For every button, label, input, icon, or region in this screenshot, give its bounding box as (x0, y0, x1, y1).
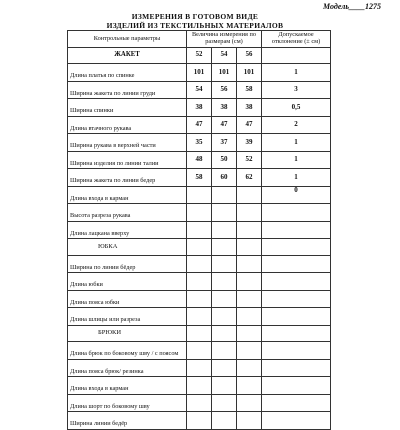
tolerance-cell: 1 (262, 64, 331, 82)
value-cell (237, 342, 262, 360)
value-cell (237, 359, 262, 377)
value-cell (212, 394, 237, 412)
row-label: Длина входа в карман (68, 377, 187, 395)
value-cell: 58 (187, 169, 212, 187)
value-cell (212, 377, 237, 395)
tolerance-cell (262, 394, 331, 412)
row-label: Длина входа в карман (68, 186, 187, 204)
measurements-table (67, 30, 331, 430)
table-row (68, 64, 331, 82)
table-row (68, 290, 331, 308)
row-label: Ширина жакета по линии бедер (68, 169, 187, 187)
empty-cell (212, 239, 237, 256)
value-cell: 56 (212, 81, 237, 99)
value-cell (212, 221, 237, 239)
value-cell (237, 221, 262, 239)
value-cell (187, 290, 212, 308)
value-cell (237, 308, 262, 326)
value-cell (237, 273, 262, 291)
size-cell: 52 (187, 47, 212, 64)
value-cell (237, 255, 262, 273)
empty-cell (262, 325, 331, 342)
value-cell (237, 204, 262, 222)
value-cell: 39 (237, 134, 262, 152)
empty-cell (187, 239, 212, 256)
value-cell: 54 (187, 81, 212, 99)
value-cell (237, 377, 262, 395)
value-cell: 50 (212, 151, 237, 169)
value-cell (237, 394, 262, 412)
value-cell: 101 (187, 64, 212, 82)
tolerance-cell: 0 (262, 186, 331, 204)
value-cell (212, 255, 237, 273)
section-trousers: БРЮКИ (68, 325, 187, 342)
value-cell (187, 394, 212, 412)
value-cell (212, 290, 237, 308)
value-cell: 58 (237, 81, 262, 99)
section-skirt: ЮБКА (68, 239, 187, 256)
value-cell: 47 (187, 116, 212, 134)
value-cell: 47 (212, 116, 237, 134)
row-label: Длина пояса юбки (68, 290, 187, 308)
value-cell (212, 186, 237, 204)
value-cell (212, 342, 237, 360)
tolerance-cell: 1 (262, 151, 331, 169)
value-cell (187, 377, 212, 395)
table-row (68, 99, 331, 117)
value-cell: 52 (237, 151, 262, 169)
size-cell: 56 (237, 47, 262, 64)
section-row (68, 325, 331, 342)
row-label: Длина юбки (68, 273, 187, 291)
tolerance-cell (262, 359, 331, 377)
tolerance-cell (262, 342, 331, 360)
value-cell (187, 186, 212, 204)
document-subtitle: ИЗДЕЛИЙ ИЗ ТЕКСТИЛЬНЫХ МАТЕРИАЛОВ (106, 21, 284, 30)
value-cell: 38 (237, 99, 262, 117)
value-cell (212, 204, 237, 222)
value-cell (212, 308, 237, 326)
value-cell (187, 412, 212, 430)
table-row (68, 273, 331, 291)
value-cell (212, 359, 237, 377)
tolerance-cell (262, 221, 331, 239)
row-label: Ширина изделия по линии талии (68, 151, 187, 169)
table-row (68, 116, 331, 134)
row-label: Ширина линии бедёр (68, 412, 187, 430)
value-cell (187, 221, 212, 239)
empty-cell (262, 239, 331, 256)
value-cell: 38 (212, 99, 237, 117)
value-cell (187, 359, 212, 377)
table-row (68, 186, 331, 204)
tolerance-cell (262, 204, 331, 222)
row-label: Длина брюк по боковому шву / с поясом (68, 342, 187, 360)
value-cell (187, 273, 212, 291)
value-cell (187, 342, 212, 360)
value-cell: 62 (237, 169, 262, 187)
empty-cell (237, 325, 262, 342)
tolerance-cell (262, 255, 331, 273)
row-label: Ширина по линии бёдер (68, 255, 187, 273)
tolerance-cell: 3 (262, 81, 331, 99)
row-label: Длина шлицы или разреза (68, 308, 187, 326)
empty-cell (212, 325, 237, 342)
value-cell: 101 (237, 64, 262, 82)
header-measure: Величина измерения по размерам (см) (187, 31, 262, 48)
tolerance-cell: 1 (262, 134, 331, 152)
table-row (68, 377, 331, 395)
header-params: Контрольные параметры (68, 31, 187, 48)
row-label: Длина шорт по боковому шву (68, 394, 187, 412)
value-cell (237, 186, 262, 204)
table-row (68, 359, 331, 377)
section-row (68, 239, 331, 256)
table-row (68, 134, 331, 152)
tolerance-cell (262, 377, 331, 395)
table-row (68, 81, 331, 99)
value-cell: 38 (187, 99, 212, 117)
value-cell (237, 412, 262, 430)
row-label: Длина пояса брюк/ резинка (68, 359, 187, 377)
tolerance-cell: 1 (262, 169, 331, 187)
value-cell (187, 255, 212, 273)
row-label: Ширина рукава в верхней части (68, 134, 187, 152)
value-cell (212, 273, 237, 291)
table-row (68, 308, 331, 326)
empty-cell (237, 239, 262, 256)
row-label: Длина втачного рукава (68, 116, 187, 134)
document-title: ИЗМЕРЕНИЯ В ГОТОВОМ ВИДЕ (131, 12, 259, 21)
tolerance-cell (262, 273, 331, 291)
header-row (68, 31, 331, 48)
table-row (68, 204, 331, 222)
table-row (68, 394, 331, 412)
value-cell: 60 (212, 169, 237, 187)
section-jacket: ЖАКЕТ (68, 47, 187, 64)
tolerance-cell (262, 290, 331, 308)
value-cell (237, 290, 262, 308)
value-cell (187, 204, 212, 222)
row-label: Ширина жакета по линии груди (68, 81, 187, 99)
value-cell (187, 308, 212, 326)
empty-cell (262, 47, 331, 64)
sizes-row (68, 47, 331, 64)
row-label: Длина лацкана вверху (68, 221, 187, 239)
model-number: Модель____1275 (323, 2, 381, 11)
value-cell: 48 (187, 151, 212, 169)
header-tolerance: Допускаемое отклонение (± см) (262, 31, 331, 48)
size-cell: 54 (212, 47, 237, 64)
value-cell: 37 (212, 134, 237, 152)
row-label: Ширина спинки (68, 99, 187, 117)
tolerance-cell: 2 (262, 116, 331, 134)
value-cell: 35 (187, 134, 212, 152)
table-row (68, 169, 331, 187)
tolerance-cell (262, 412, 331, 430)
empty-cell (187, 325, 212, 342)
table-row (68, 221, 331, 239)
value-cell (212, 412, 237, 430)
row-label: Высота разреза рукава (68, 204, 187, 222)
table-row (68, 342, 331, 360)
value-cell: 101 (212, 64, 237, 82)
table-row (68, 412, 331, 430)
row-label: Длина платья по спинке (68, 64, 187, 82)
table-row (68, 151, 331, 169)
table-row (68, 255, 331, 273)
tolerance-cell: 0,5 (262, 99, 331, 117)
value-cell: 47 (237, 116, 262, 134)
tolerance-cell (262, 308, 331, 326)
